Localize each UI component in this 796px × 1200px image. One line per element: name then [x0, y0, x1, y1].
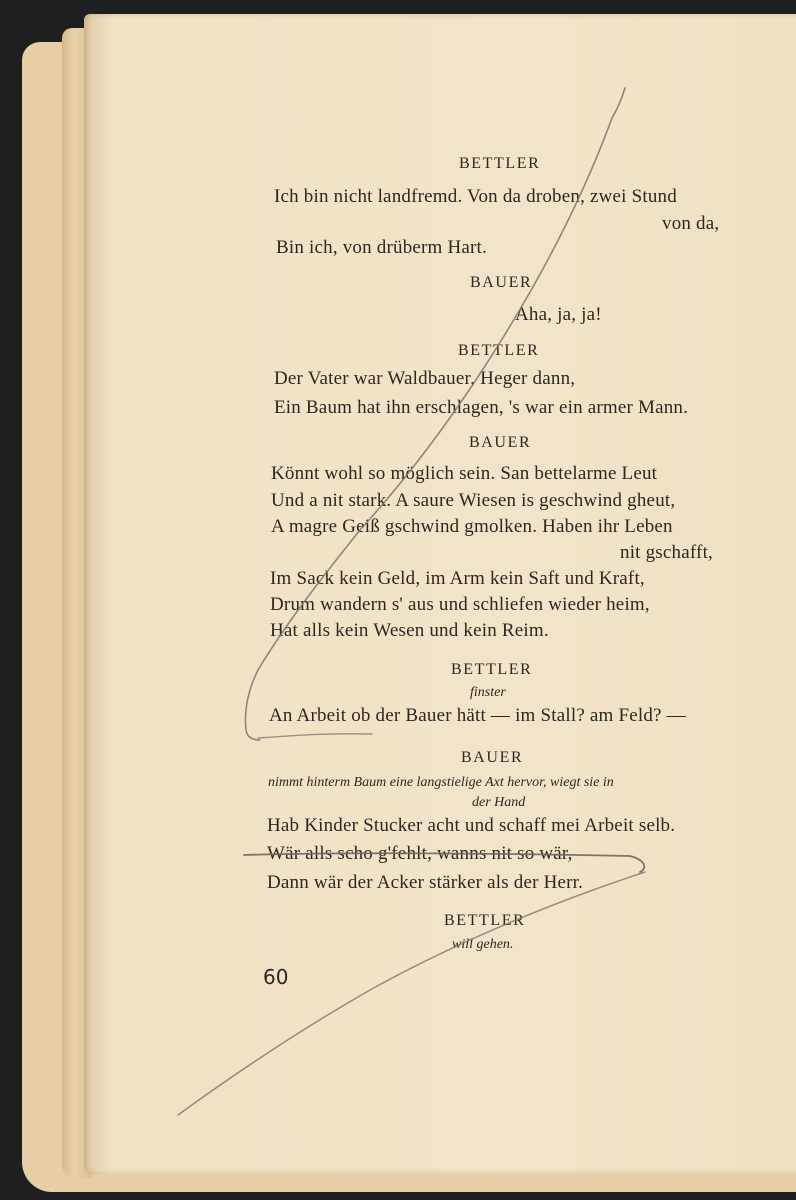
stage-direction: nimmt hinterm Baum eine langstielige Axt hervor, wiegt sie in: [268, 775, 614, 790]
verse-line: Hat alls kein Wesen und kein Reim.: [270, 620, 549, 641]
verse-line: Aha, ja, ja!: [515, 304, 602, 325]
verse-line: Hab Kinder Stucker acht und schaff mei Arbeit selb.: [267, 815, 676, 836]
speaker-name: BAUER: [461, 749, 524, 766]
verse-line: Wär alls scho g'fehlt, wanns nit so wär,: [267, 843, 573, 864]
speaker-name: BETTLER: [451, 661, 533, 678]
verse-line: nit gschafft,: [620, 542, 714, 563]
stage-direction: finster: [470, 685, 506, 700]
verse-line: Ein Baum hat ihn erschlagen, 's war ein armer Mann.: [274, 397, 689, 418]
verse-line: Drum wandern s' aus und schliefen wieder heim,: [270, 594, 650, 615]
speaker-name: BETTLER: [444, 912, 526, 929]
stage-direction: will gehen.: [452, 937, 514, 952]
verse-line: Im Sack kein Geld, im Arm kein Saft und Kraft,: [270, 568, 645, 589]
verse-line: Bin ich, von drüberm Hart.: [276, 237, 487, 258]
verse-line: Könnt wohl so möglich sein. San bettelarme Leut: [271, 463, 658, 484]
speaker-name: BETTLER: [458, 342, 540, 359]
verse-line: An Arbeit ob der Bauer hätt — im Stall? am Feld? —: [269, 705, 686, 726]
verse-line: Der Vater war Waldbauer, Heger dann,: [274, 368, 576, 389]
verse-line: Ich bin nicht landfremd. Von da droben, zwei Stund: [274, 186, 677, 207]
speaker-name: BAUER: [470, 274, 533, 291]
verse-line: Und a nit stark. A saure Wiesen is geschwind gheut,: [271, 490, 676, 511]
stage-direction: der Hand: [472, 795, 526, 810]
verse-line: Dann wär der Acker stärker als der Herr.: [267, 872, 584, 893]
verse-line: A magre Geiß gschwind gmolken. Haben ihr Leben: [271, 516, 673, 537]
speaker-name: BETTLER: [459, 155, 541, 172]
page-number: 60: [263, 965, 289, 989]
speaker-name: BAUER: [469, 434, 532, 451]
verse-line: von da,: [662, 213, 720, 234]
